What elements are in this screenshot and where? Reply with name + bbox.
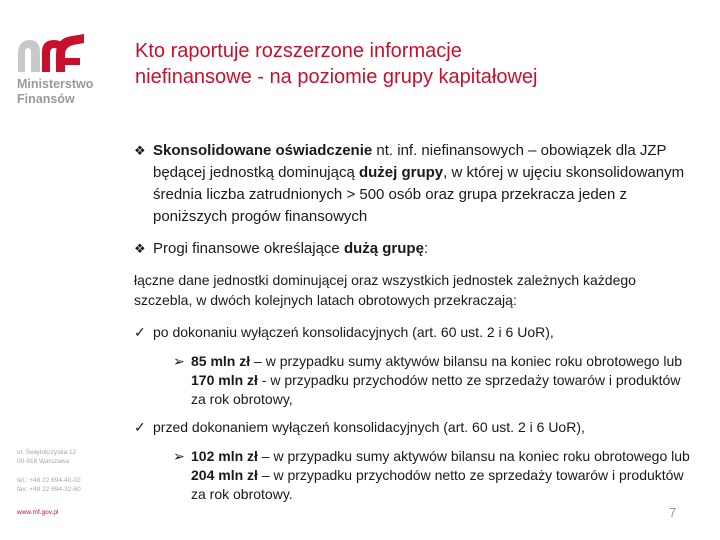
slide-content — [134, 140, 694, 504]
bullet1-text1: nt. inf. niefinansowych – obowiązek dla JZP będącej jednostką dominującą — [153, 142, 667, 181]
arrow-bullet-icon: ➢ — [173, 353, 185, 369]
bullet-financial-thresholds — [134, 238, 694, 260]
bullet2-text1: Progi finansowe określające — [153, 240, 344, 257]
arrow2-bold1: 102 mln zł — [191, 448, 258, 464]
phone-number: tel.: +48 22 694-40-02 — [17, 477, 81, 484]
checkmark-icon: ✓ — [134, 419, 146, 435]
check2-text: przed dokonaniem wyłączeń konsolidacyjnych (art. 60 ust. 2 i 6 UoR), — [153, 419, 585, 435]
check-before-consolidation — [134, 417, 694, 437]
address-line2: 00-916 Warszawa — [17, 458, 70, 465]
sidebar — [0, 0, 120, 540]
logo-text-line2: Finansów — [17, 92, 75, 106]
arrow1-text1: – w przypadku sumy aktywów bilansu na koniec roku obrotowego lub — [250, 353, 683, 369]
address-line1: ul. Świętokrzyska 12 — [17, 449, 77, 456]
title-line1: Kto raportuje rozszerzone informacje — [135, 40, 462, 62]
arrow2-text2: – w przypadku przychodów netto ze sprzedaży towarów i produktów za rok obrotowy. — [191, 467, 684, 502]
diamond-bullet-icon: ❖ — [134, 143, 146, 158]
arrow-bullet-icon: ➢ — [173, 448, 185, 464]
ministry-logo-text — [17, 77, 93, 107]
checkmark-icon: ✓ — [134, 324, 146, 340]
diamond-bullet-icon: ❖ — [134, 241, 146, 256]
arrow2-text1: – w przypadku sumy aktywów bilansu na koniec roku obrotowego lub — [257, 448, 690, 464]
bullet1-text2: , w której w ujęciu skonsolidowanym średnia liczba zatrudnionych > 500 osób oraz grupa przekracza jeden z poniższych progów finansowych — [153, 164, 685, 225]
arrow1-bold1: 85 mln zł — [191, 353, 251, 369]
thresholds-paragraph: łączne dane jednostki dominującej oraz wszystkich jednostek zależnych każdego szczebla, w dwóch kolejnych latach obrotowych przekraczają: — [134, 272, 636, 308]
logo-text-line1: Ministerstwo — [17, 77, 94, 91]
arrow2-bold2: 204 mln zł — [191, 467, 258, 483]
check-after-consolidation — [134, 322, 694, 342]
page-number: 7 — [669, 505, 677, 520]
bullet2-bold1: dużą grupę — [343, 240, 424, 257]
bullet1-bold2: dużej grupy — [358, 164, 444, 181]
bullet2-text2: : — [423, 240, 429, 257]
check1-text: po dokonaniu wyłączeń konsolidacyjnych (art. 60 ust. 2 i 6 UoR), — [153, 324, 554, 340]
fax-number: fax: +48 22 694-32-60 — [17, 486, 81, 493]
contact-info — [17, 448, 81, 517]
title-line2: niefinansowe - na poziomie grupy kapitałowej — [135, 66, 538, 88]
ministry-logo-icon — [16, 32, 86, 74]
arrow1-bold2: 170 mln zł — [191, 372, 258, 388]
website-link[interactable]: www.mf.gov.pl — [17, 509, 59, 516]
arrow1-text2: - w przypadku przychodów netto ze sprzedaży towarów i produktów za rok obrotowy, — [191, 372, 681, 407]
arrow-threshold-before — [173, 447, 694, 504]
arrow-threshold-after — [173, 352, 694, 409]
bullet1-bold1: Skonsolidowane oświadczenie — [153, 142, 373, 159]
slide-title — [135, 38, 695, 90]
bullet-consolidated-statement — [134, 140, 694, 228]
